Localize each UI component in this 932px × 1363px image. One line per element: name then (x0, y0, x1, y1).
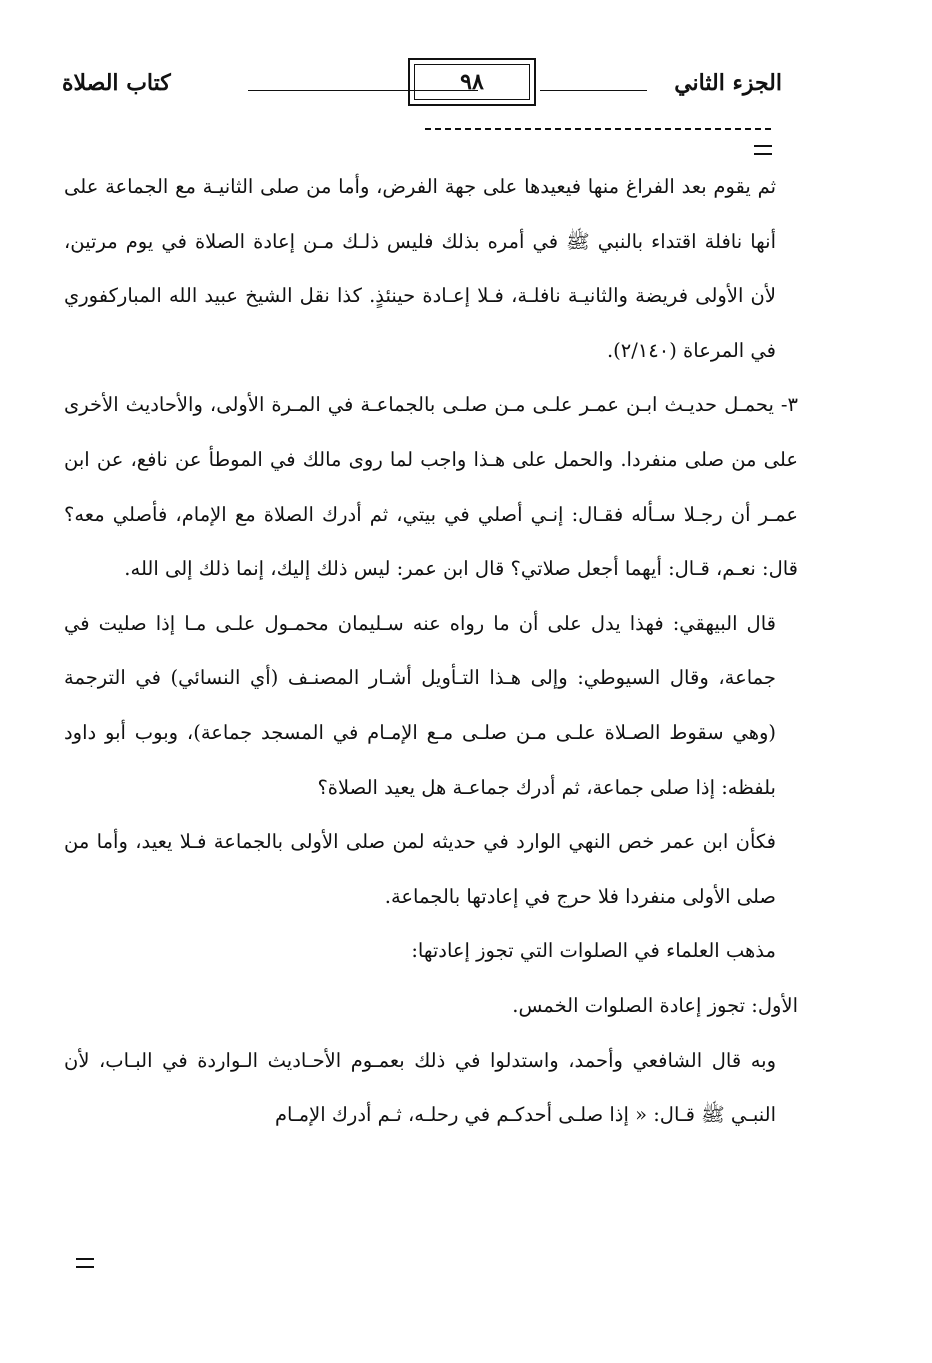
section-heading: مذهب العلماء في الصلوات التي تجوز إعادتها: (411, 939, 776, 963)
paragraph-bayhaqi: قال البيهقي: فهذا يدل على أن ما رواه عنه سـليمان محمـول علـى مـا إذا صليت في جماعة، وقال السيوطي: وإلى هـذا التـأويل أشـار المصنـف (أي النسائي) في الترجمة (وهي سقوط الصـلاة علـى مـن صلـى مـع الإمـام في المسجد جماعة)، وبوب أبو داود بلفظه: إذا صلى جماعة، ثم أدرك جماعـة هل يعيد الصلاة؟ (64, 611, 776, 799)
paragraph-ibn-umar: فكأن ابن عمر خص النهي الوارد في حديثه لمن صلى الأولى بالجماعة فـلا يعيد، وأما من صلى الأولى منفردا فلا حرج في إعادتها بالجماعة. (64, 830, 776, 908)
continuation-mark-top (754, 145, 772, 155)
page-number: ٩٨ (460, 69, 484, 95)
part-title: الجزء الثاني (674, 70, 782, 96)
paragraph-item-3: ٣- يحمـل حديـث ابـن عمـر علـى مـن صلـى بالجماعـة في المـرة الأولى، والأحاديث الأخرى على من صلى منفردا. والحمل على هـذا واجب لما روى مالك في الموطأ عن نافع، عن ابن عمـر أن رجـلا سـأله فقـال: إنـي أصلي في بيتي، ثم أدرك الصلاة مع الإمام، فأصلي معه؟ قال: نعـم، قـال: أيهما أجعل صلاتي؟ قال ابن عمر: ليس ذلك إليك، إنما ذلك إلى الله. (64, 393, 798, 581)
paragraph-1: ثم يقوم بعد الفراغ منها فيعيدها على جهة الفرض، وأما من صلى الثانيـة مع الجماعة على أنها نافلة اقتداء بالنبي ﷺ في أمره بذلك فليس ذلـك مـن إعادة الصلاة في يوم مرتين، لأن الأولى فريضة والثانيـة نافلـة، فـلا إعـادة حينئذٍ. كذا نقل الشيخ عبيد الله المباركفوري في المرعاة (٢/١٤٠). (64, 175, 776, 362)
book-title: كتاب الصلاة (62, 70, 171, 96)
header-rule-right (540, 90, 647, 91)
continuation-mark-bottom (76, 1258, 94, 1268)
first-opinion: الأول: تجوز إعادة الصلوات الخمس. (512, 993, 798, 1017)
main-text (64, 160, 798, 1143)
dashed-separator (425, 128, 771, 130)
paragraph-shafii: وبه قال الشافعي وأحمد، واستدلوا في ذلك بعمـوم الأحـاديث الـواردة في البـاب، لأن النبـي ﷺ قـال: « إذا صلـى أحدكـم في رحلـه، ثـم أدرك الإمـام (64, 1048, 776, 1127)
header-rule-left (248, 90, 478, 91)
page-number-box (408, 58, 536, 106)
page-header (62, 58, 782, 108)
